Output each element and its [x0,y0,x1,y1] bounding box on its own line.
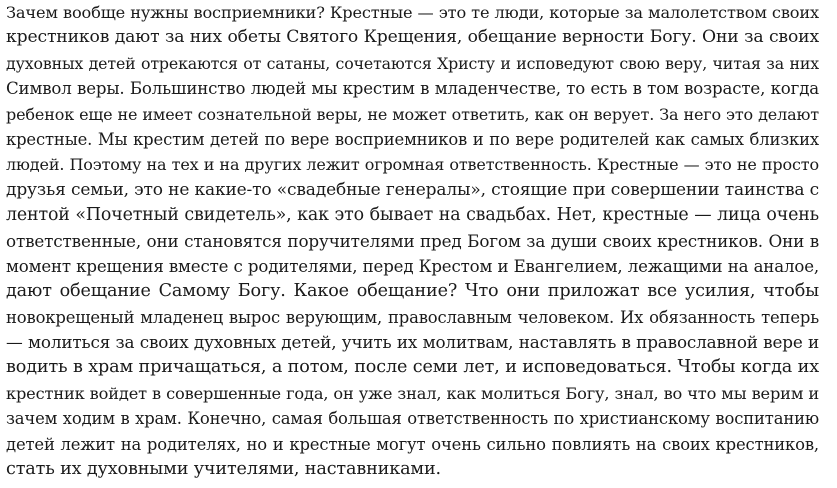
text-line: крестные. Мы крестим детей по вере восприемников и по вере родителей как самых близких [6,129,819,149]
text-line: лентой «Почетный свидетель», как это бывает на свадьбах. Нет, крестные — лица очень [6,205,819,226]
text-line: зачем ходим в храм. Конечно, самая большая ответственность по христианскому воспитанию [6,409,819,429]
text-line: крестников дают за них обеты Святого Крещения, обещание верности Богу. Они за своих [6,27,819,48]
text-line: духовных детей отрекаются от сатаны, сочетаются Христу и исповедуют свою веру, читая за них [6,53,819,73]
text-line: Зачем вообще нужны восприемники? Крестные — это те люди, которые за малолетством своих [6,3,819,22]
text-line: друзья семьи, это не какие-то «свадебные генералы», стоящие при совершении таинства с [6,179,819,200]
text-line-last: стать их духовными учителями, наставниками. [6,459,441,480]
text-line: Символ веры. Большинство людей мы крестим в младенчестве, то есть в том возрасте, когда [6,79,819,99]
article-body [6,0,819,482]
text-line: ребенок еще не имеет сознательной веры, не может ответить, как он верует. За него это делают [6,104,819,124]
text-line: водить в храм причащаться, а потом, после семи лет, и исповедоваться. Чтобы когда их [6,357,819,378]
text-line: момент крещения вместе с родителями, перед Крестом и Евангелием, лежащими на аналое, [6,256,819,276]
text-line: ответственные, они становятся поручителями пред Богом за души своих крестников. Они в [6,230,819,251]
text-line: крестник войдет в совершенные года, он уже знал, как молиться Богу, знал, во что мы верим и [6,383,819,403]
text-line: — молиться за своих духовных детей, учить их молитвам, наставлять в православной вере и [6,332,819,353]
text-line: детей лежит на родителях, но и крестные могут очень сильно повлиять на своих крестников, [6,434,819,454]
text-line: людей. Поэтому на тех и на других лежит огромная ответственность. Крестные — это не просто [6,155,819,175]
text-line: дают обещание Самому Богу. Какое обещание? Что они приложат все усилия, чтобы [6,281,819,302]
text-line: новокрещеный младенец вырос верующим, православным человеком. Их обязанность теперь [6,307,819,327]
